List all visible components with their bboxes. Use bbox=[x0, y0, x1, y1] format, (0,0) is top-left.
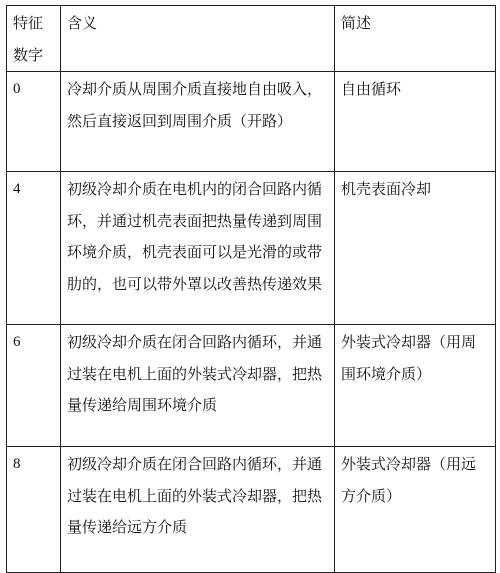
row-digit: 0 bbox=[7, 72, 61, 172]
table-row bbox=[7, 325, 496, 447]
row-meaning: 初级冷却介质在电机内的闭合回路内循环，并通过机壳表面把热量传递到周围环境介质，机壳表面可以是光滑的或带肋的，也可以带外罩以改善热传递效果 bbox=[61, 172, 335, 325]
header-characteristic-digit: 特征数字 bbox=[7, 6, 61, 72]
row-digit: 6 bbox=[7, 325, 61, 447]
row-digit: 8 bbox=[7, 447, 61, 573]
row-meaning: 初级冷却介质在闭合回路内循环，并通过装在电机上面的外装式冷却器，把热量传递给远方介质 bbox=[61, 447, 335, 573]
row-meaning: 初级冷却介质在闭合回路内循环，并通过装在电机上面的外装式冷却器，把热量传递给周围环境介质 bbox=[61, 325, 335, 447]
header-meaning: 含义 bbox=[61, 6, 335, 72]
header-summary: 简述 bbox=[335, 6, 496, 72]
table-header-row bbox=[7, 6, 496, 72]
row-summary: 外装式冷却器（用周围环境介质） bbox=[335, 325, 496, 447]
row-summary: 外装式冷却器（用远方介质） bbox=[335, 447, 496, 573]
row-summary: 自由循环 bbox=[335, 72, 496, 172]
cooling-code-table bbox=[6, 5, 496, 573]
table-row bbox=[7, 72, 496, 172]
row-meaning: 冷却介质从周围介质直接地自由吸入，然后直接返回到周围介质（开路） bbox=[61, 72, 335, 172]
table-row bbox=[7, 172, 496, 325]
row-digit: 4 bbox=[7, 172, 61, 325]
table-row bbox=[7, 447, 496, 573]
row-summary: 机壳表面冷却 bbox=[335, 172, 496, 325]
